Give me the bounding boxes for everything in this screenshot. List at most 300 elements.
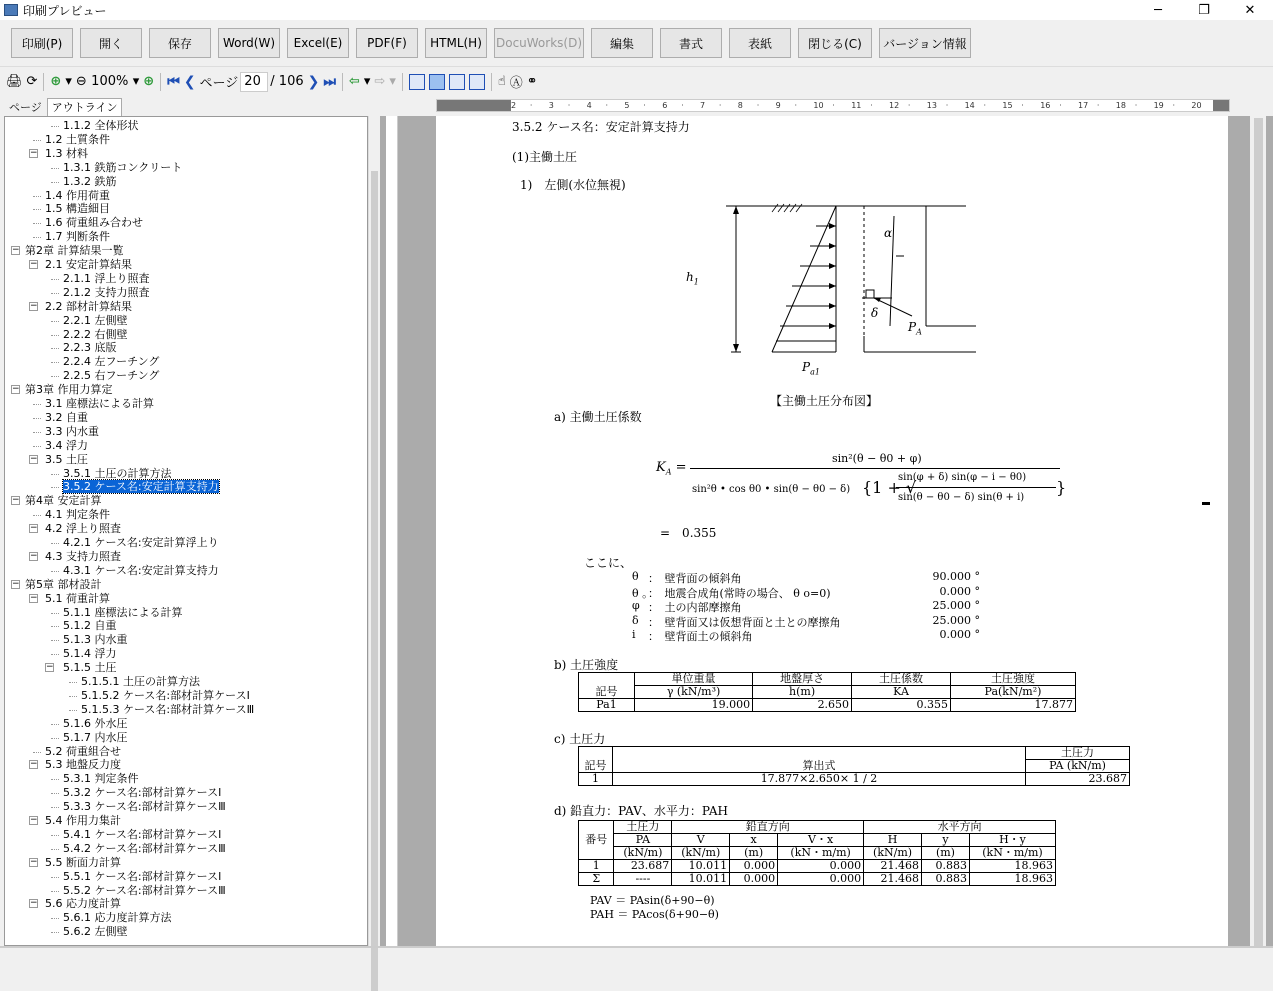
earth-pressure-diagram xyxy=(676,196,976,386)
next-page-icon[interactable]: ❯ xyxy=(307,73,320,90)
collapse-toggle-icon[interactable]: − xyxy=(46,662,54,673)
tree-item[interactable]: 3.1 座標法による計算 xyxy=(45,397,154,410)
definition-val: 0.000 ° xyxy=(939,628,980,641)
ruler-tick: · xyxy=(870,101,873,110)
definition-val: 90.000 ° xyxy=(932,570,980,583)
d-title: d) 鉛直力：PAV、水平力：PAH xyxy=(554,804,728,818)
tree-item[interactable]: 5.1.2 自重 xyxy=(63,619,117,633)
ruler-tick: 8 xyxy=(737,101,743,110)
text-select-icon[interactable]: Ⓐ xyxy=(509,76,523,91)
col-unit: PA (kN/m) xyxy=(1026,760,1130,773)
table-cell: 0.883 xyxy=(921,860,969,873)
pav-formula: PAV ＝ PAsin(δ+90−θ) xyxy=(590,894,715,907)
definition-sym: φ xyxy=(632,599,640,612)
formula-denominator: sin²θ • cos θ0 • sin(θ − θ0 − δ) xyxy=(692,484,851,495)
definition-desc: ： 壁背面土の傾斜角 xyxy=(648,630,753,643)
figure-caption: 【主働土圧分布図】 xyxy=(770,394,879,408)
earth-pressure-force-table xyxy=(578,746,1130,786)
tree-item[interactable]: 5.1.7 内水圧 xyxy=(63,730,128,744)
table-cell: (kN・m/m) xyxy=(969,847,1055,860)
tree-item[interactable]: 5.1.5.2 ケース名:部材計算ケースⅠ xyxy=(81,688,250,702)
col-header-coef: 土圧係数 xyxy=(852,673,951,686)
tree-item[interactable]: 3.2 自重 xyxy=(45,410,88,424)
tree-connector xyxy=(51,348,59,349)
fig-label-alpha: α xyxy=(884,226,893,240)
collapse-toggle-icon[interactable]: − xyxy=(12,384,20,395)
minimize-button[interactable]: ─ xyxy=(1154,2,1162,18)
subsubsection-heading: 1) 左側(水位無視) xyxy=(520,178,626,192)
section-heading: 3.5.2 ケース名：安定計算支持力 xyxy=(512,120,690,134)
table-cell: 21.468 xyxy=(864,860,922,873)
collapse-toggle-icon[interactable]: − xyxy=(30,815,38,825)
collapse-toggle-icon[interactable]: − xyxy=(12,495,20,506)
ruler-tick: 20 xyxy=(1191,101,1202,110)
four-page-view-icon[interactable] xyxy=(469,74,485,90)
ruler-tick: 14 xyxy=(964,101,975,110)
tree-item[interactable]: 2.1.1 浮上り照査 xyxy=(63,271,150,285)
table-cell: 10.011 xyxy=(672,860,730,873)
last-page-icon[interactable]: ⏭ xyxy=(323,73,336,90)
tree-item[interactable]: 1.3 材料 xyxy=(45,146,88,160)
tree-item[interactable]: 5.3 地盤反力度 xyxy=(45,758,121,772)
table-cell: 23.687 xyxy=(1026,773,1130,786)
tree-item[interactable]: 5.6 応力度計算 xyxy=(45,897,121,911)
ruler-tick: 5 xyxy=(624,101,630,110)
tree-connector xyxy=(51,640,59,641)
tree-connector xyxy=(33,752,41,753)
toolbar-button-5[interactable]: PDF(F) xyxy=(356,28,418,58)
table-cell: 0.883 xyxy=(921,873,969,886)
tree-item[interactable]: 5.1.5.3 ケース名:部材計算ケースⅢ xyxy=(81,702,255,716)
table-cell: (kN/m) xyxy=(864,847,922,860)
page-number-input[interactable]: 20 xyxy=(240,72,268,92)
table-cell: Σ xyxy=(579,873,614,886)
tree-item[interactable]: 第2章 計算結果一覧 xyxy=(25,244,124,258)
tree-connector xyxy=(51,279,59,280)
tree-item[interactable]: 5.6.1 応力度計算方法 xyxy=(63,911,172,925)
table-row xyxy=(579,860,1056,873)
sidebar-tabs xyxy=(0,96,380,116)
tree-item[interactable]: 5.5.1 ケース名:部材計算ケースⅠ xyxy=(63,869,222,883)
table-row xyxy=(579,699,1076,712)
col-header-no: 記号 xyxy=(579,673,635,699)
tree-connector xyxy=(51,543,59,544)
root-fraction-bar xyxy=(896,487,1056,488)
fig-label-pa1: $P_{a1}$ xyxy=(802,360,820,377)
tree-item[interactable]: 3.5 土圧 xyxy=(45,452,88,466)
first-page-icon[interactable]: ⏮ xyxy=(167,73,180,90)
ruler-margin xyxy=(437,100,511,112)
zoom-dropdown-icon[interactable]: ▾ xyxy=(65,74,72,89)
scrollbar-thumb[interactable] xyxy=(371,171,378,991)
tree-item[interactable]: 第3章 作用力算定 xyxy=(25,383,113,397)
hand-tool-icon[interactable]: ☝ xyxy=(497,74,506,89)
separator xyxy=(491,73,492,91)
table-row xyxy=(579,773,1130,786)
outline-tree xyxy=(4,116,368,946)
toolbar-button-12[interactable]: バージョン情報 xyxy=(879,28,971,58)
ruler-tick: · xyxy=(1059,101,1062,110)
ruler-tick: 16 xyxy=(1040,101,1051,110)
tree-item[interactable]: 第5章 部材設計 xyxy=(25,577,102,591)
tree-item[interactable]: 5.4.2 ケース名:部材計算ケースⅢ xyxy=(63,841,226,855)
table-cell: 21.468 xyxy=(864,873,922,886)
document-page xyxy=(436,116,1228,948)
tree-item[interactable]: 5.1 荷重計算 xyxy=(45,591,110,605)
fig-label-h1: $h_1$ xyxy=(686,270,699,287)
maximize-button[interactable]: ❐ xyxy=(1198,2,1210,18)
tree-connector xyxy=(51,932,59,933)
collapse-toggle-icon[interactable]: − xyxy=(30,147,38,158)
fig-label-delta: δ xyxy=(871,306,879,320)
single-page-view-icon[interactable] xyxy=(409,74,425,90)
definition-val: 25.000 ° xyxy=(932,599,980,612)
printer-app-icon xyxy=(4,4,18,16)
print-icon[interactable]: 🖨 xyxy=(6,74,23,89)
table-cell: (m) xyxy=(730,847,778,860)
separator xyxy=(160,73,161,91)
collapse-toggle-icon[interactable]: − xyxy=(30,898,38,909)
tree-connector xyxy=(51,849,59,850)
col-header-no: 記号 xyxy=(579,747,613,773)
tree-item[interactable]: 5.1.3 内水重 xyxy=(63,633,128,647)
col-unit: Pa(kN/m²) xyxy=(951,686,1076,699)
toolbar-button-9[interactable]: 書式 xyxy=(660,28,722,58)
tree-item[interactable]: 4.3.1 ケース名:安定計算支持力 xyxy=(63,563,219,577)
tree-connector xyxy=(33,223,41,224)
tree-item[interactable]: 2.2.2 右側壁 xyxy=(63,327,128,341)
ruler-tick: · xyxy=(567,101,571,110)
table-cell: 23.687 xyxy=(614,860,672,873)
col-header-unit-weight: 単位重量 xyxy=(635,673,753,686)
ruler-tick: 15 xyxy=(1002,101,1013,110)
tree-connector xyxy=(51,724,59,725)
command-button-bar xyxy=(0,20,1273,66)
table-cell: 番号 xyxy=(579,821,614,860)
back-dropdown-icon[interactable]: ▾ xyxy=(363,74,371,89)
table-cell: 2.650 xyxy=(753,699,852,712)
ruler-tick: · xyxy=(945,101,949,110)
col-unit: h(m) xyxy=(753,686,852,699)
table-cell: V xyxy=(672,834,730,847)
table-cell: 1 xyxy=(579,773,613,786)
table-cell: 17.877 xyxy=(951,699,1076,712)
table-cell: ---- xyxy=(614,873,672,886)
bracket-open: {1 + √ xyxy=(862,478,917,497)
ruler-tick: · xyxy=(832,101,835,110)
definition-val: 25.000 ° xyxy=(932,613,980,627)
tree-item[interactable]: 5.4 作用力集計 xyxy=(45,814,121,827)
ruler-tick: · xyxy=(643,101,646,110)
forward-arrow-icon[interactable]: ⇨ xyxy=(374,74,386,89)
definition-val: 0.000 ° xyxy=(939,584,980,598)
forward-dropdown-icon[interactable]: ▾ xyxy=(389,74,396,89)
tree-item[interactable]: 1.5 構造細目 xyxy=(45,202,110,216)
collapse-toggle-icon[interactable]: − xyxy=(12,245,20,256)
ruler-tick: · xyxy=(1134,101,1138,110)
tree-item[interactable]: 4.3 支持力照査 xyxy=(45,549,121,563)
ruler-tick: · xyxy=(1021,101,1024,110)
tree-item[interactable]: 2.2.3 底版 xyxy=(63,341,117,355)
tree-item[interactable]: 5.1.4 浮力 xyxy=(63,647,117,661)
collapse-toggle-icon[interactable]: − xyxy=(30,856,38,867)
collapse-toggle-icon[interactable]: − xyxy=(30,259,38,269)
horizontal-ruler xyxy=(436,99,1230,112)
table-cell: Pa1 xyxy=(579,699,635,712)
tree-item[interactable]: 5.4.1 ケース名:部材計算ケースⅠ xyxy=(63,827,222,841)
a-title: a) 主働土圧係数 xyxy=(554,410,642,424)
zoom-value[interactable]: 100% xyxy=(91,74,129,89)
table-row xyxy=(579,873,1056,886)
tree-item[interactable]: 3.5.1 土圧の計算方法 xyxy=(63,466,172,480)
tree-item[interactable]: 5.5.2 ケース名:部材計算ケースⅢ xyxy=(63,883,226,897)
toolbar-button-7[interactable]: DocuWorks(D) xyxy=(494,28,584,58)
table-cell: 19.000 xyxy=(635,699,753,712)
tree-item[interactable]: 2.2 部材計算結果 xyxy=(45,299,132,313)
definition-desc: ： 壁背面の傾斜角 xyxy=(648,572,742,585)
scrollbar-thumb[interactable] xyxy=(1254,118,1263,946)
ruler-tick: · xyxy=(529,101,533,110)
ruler-tick: 11 xyxy=(851,101,862,110)
c-title: c) 土圧力 xyxy=(554,732,606,746)
collapse-toggle-icon[interactable]: − xyxy=(30,453,38,464)
definition-sym: i xyxy=(632,628,636,641)
fraction-bar xyxy=(690,468,1060,469)
back-arrow-icon[interactable]: ⇦ xyxy=(348,74,360,89)
zoom-select-chevron-icon[interactable]: ▾ xyxy=(132,74,140,89)
pah-formula: PAH ＝ PAcos(δ+90−θ) xyxy=(590,908,719,921)
formula-ka: $K_A$ = xyxy=(656,460,687,477)
table-cell: 17.877×2.650× 1 / 2 xyxy=(613,773,1026,786)
two-page-view-icon[interactable] xyxy=(449,74,465,90)
tree-item[interactable]: 5.2 荷重組合せ xyxy=(45,744,121,758)
tree-item[interactable]: 5.1.6 外水圧 xyxy=(63,716,128,730)
tree-connector xyxy=(69,682,77,683)
toolbar-button-0[interactable]: 印刷(P) xyxy=(11,28,73,58)
page-marker xyxy=(1202,502,1210,505)
tree-item[interactable]: 3.4 浮力 xyxy=(45,438,88,452)
tree-connector xyxy=(51,376,59,377)
tree-connector xyxy=(51,293,59,294)
tree-connector xyxy=(51,738,59,739)
zoom-in-icon[interactable]: ⊕ xyxy=(50,74,62,89)
vertical-horizontal-force-table xyxy=(578,820,1056,886)
tree-item[interactable]: 3.3 内水重 xyxy=(45,424,99,438)
refresh-icon[interactable]: ⟳ xyxy=(26,74,38,89)
collapse-toggle-icon[interactable]: − xyxy=(30,523,38,534)
definition-desc: ： 地震合成角(常時の場合、 θ o=0) xyxy=(648,586,831,600)
tree-item[interactable]: 5.5 断面力計算 xyxy=(45,855,121,869)
collapse-toggle-icon[interactable]: − xyxy=(30,550,38,561)
ruler-tick: 18 xyxy=(1115,101,1126,110)
collapse-toggle-icon[interactable]: − xyxy=(30,759,38,770)
tree-connector xyxy=(33,140,41,141)
toolbar-button-8[interactable]: 編集 xyxy=(591,28,653,58)
ruler-tick: 17 xyxy=(1078,101,1089,110)
tree-connector xyxy=(51,126,59,127)
table-cell: (kN/m) xyxy=(672,847,730,860)
zoom-out-icon[interactable]: ⊖ xyxy=(75,74,87,89)
table-cell: PA xyxy=(614,834,672,847)
total-pages: / 106 xyxy=(270,74,304,89)
b-title: b) 土圧強度 xyxy=(554,658,619,672)
col-header-formula: 算出式 xyxy=(613,747,1026,773)
ruler-tick: 3 xyxy=(548,101,554,110)
table-cell: 水平方向 xyxy=(864,821,1056,834)
collapse-toggle-icon[interactable]: − xyxy=(30,592,38,603)
tree-item[interactable]: 5.1.1 座標法による計算 xyxy=(63,605,183,619)
col-header-strength: 土圧強度 xyxy=(951,673,1076,686)
ruler-tick: · xyxy=(983,101,987,110)
tree-connector xyxy=(51,571,59,572)
tree-connector xyxy=(51,335,59,336)
tree-item[interactable]: 5.3.3 ケース名:部材計算ケースⅢ xyxy=(63,800,226,814)
table-cell: (kN・m/m) xyxy=(778,847,864,860)
ruler-tick: 13 xyxy=(926,101,937,110)
bracket-close: } xyxy=(1056,478,1067,497)
toolbar-button-1[interactable]: 開く xyxy=(80,28,142,58)
outline-scrollbar[interactable] xyxy=(368,116,380,946)
continuous-view-icon[interactable] xyxy=(429,74,445,90)
table-cell: 鉛直方向 xyxy=(672,821,864,834)
ruler-tick: 2 xyxy=(511,101,517,110)
table-cell: 1 xyxy=(579,860,614,873)
tree-connector xyxy=(51,877,59,878)
tree-item[interactable]: 2.2.5 右フーチング xyxy=(63,369,160,383)
tree-connector xyxy=(51,168,59,169)
toolbar-button-6[interactable]: HTML(H) xyxy=(425,28,487,58)
tree-connector xyxy=(51,182,59,183)
separator xyxy=(342,73,343,91)
ruler-tick: 6 xyxy=(662,101,668,110)
definition-sym: θ 。 xyxy=(632,586,654,600)
title-bar xyxy=(0,0,1273,20)
tree-item[interactable]: 1.3.2 鉄筋 xyxy=(63,174,117,188)
tree-connector xyxy=(51,918,59,919)
ruler-margin xyxy=(1213,100,1230,112)
tree-connector xyxy=(51,626,59,627)
ruler-tick: · xyxy=(907,101,911,110)
toolbar-button-11[interactable]: 閉じる(C) xyxy=(798,28,872,58)
tree-connector xyxy=(33,418,41,419)
col-header-depth: 地盤厚さ xyxy=(753,673,852,686)
tree-connector xyxy=(33,432,41,433)
tree-item[interactable]: 3.5.2 ケース名:安定計算支持力 xyxy=(63,480,219,494)
window-title: 印刷プレビュー xyxy=(23,3,107,18)
tree-item[interactable]: 5.1.5.1 土圧の計算方法 xyxy=(81,675,200,688)
ruler-tick: · xyxy=(756,101,760,110)
tree-connector xyxy=(51,779,59,780)
formula-result: = 0.355 xyxy=(660,526,717,540)
page-label: ページ xyxy=(199,76,239,91)
tree-connector xyxy=(51,362,59,363)
table-cell: 0.000 xyxy=(778,860,864,873)
tree-item[interactable]: 1.3.1 鉄筋コンクリート xyxy=(63,160,183,174)
ruler-tick: 7 xyxy=(700,101,706,110)
table-cell: 0.000 xyxy=(730,873,778,886)
tree-item[interactable]: 2.1.2 支持力照査 xyxy=(63,285,150,299)
tree-item[interactable]: 5.6.2 左側壁 xyxy=(63,925,128,939)
tab-outline[interactable]: アウトライン xyxy=(47,98,123,116)
preview-viewer xyxy=(380,116,1273,948)
table-cell: 0.000 xyxy=(730,860,778,873)
tab-page[interactable]: ページ xyxy=(9,101,42,114)
toolbar-button-4[interactable]: Excel(E) xyxy=(287,28,349,58)
collapse-toggle-icon[interactable]: − xyxy=(12,578,20,589)
close-window-button[interactable]: ✕ xyxy=(1244,2,1256,18)
tree-item[interactable]: 4.2.1 ケース名:安定計算浮上り xyxy=(63,536,219,549)
tree-item[interactable]: 第4章 安定計算 xyxy=(25,494,102,508)
earth-pressure-strength-table xyxy=(578,672,1076,712)
toolbar-button-3[interactable]: Word(W) xyxy=(218,28,280,58)
subsection-heading: (1)主働土圧 xyxy=(512,150,577,164)
table-cell: V・x xyxy=(778,834,864,847)
toolbar-button-10[interactable]: 表紙 xyxy=(729,28,791,58)
tree-connector xyxy=(33,196,41,197)
definition-desc: ： 土の内部摩擦角 xyxy=(648,601,742,614)
fit-zoom-icon[interactable]: ⊕ xyxy=(143,74,155,89)
tree-item[interactable]: 1.4 作用荷重 xyxy=(45,188,110,202)
tree-connector xyxy=(33,404,41,405)
table-cell: y xyxy=(921,834,969,847)
tree-connector xyxy=(33,209,41,210)
separator xyxy=(402,73,403,91)
ruler-tick: 4 xyxy=(586,101,592,110)
tree-item[interactable]: 2.2.1 左側壁 xyxy=(63,313,128,327)
tree-connector xyxy=(51,613,59,614)
tree-connector xyxy=(51,321,59,322)
table-cell: 10.011 xyxy=(672,873,730,886)
table-cell: 18.963 xyxy=(969,873,1055,886)
tree-item[interactable]: 2.2.4 左フーチング xyxy=(63,355,160,369)
definition-sym: θ xyxy=(632,570,639,583)
tree-connector xyxy=(69,696,77,697)
table-cell: H・y xyxy=(969,834,1055,847)
tree-item[interactable]: 1.2 土質条件 xyxy=(45,132,110,146)
tree-item[interactable]: 5.1.5 土圧 xyxy=(63,661,117,675)
tree-item[interactable]: 4.2 浮上り照査 xyxy=(45,522,121,536)
ruler-tick: 10 xyxy=(813,101,824,110)
separator xyxy=(43,73,44,91)
toolbar-button-2[interactable]: 保存 xyxy=(149,28,211,58)
tree-item[interactable]: 5.3.1 判定条件 xyxy=(63,772,139,786)
table-cell: 0.355 xyxy=(852,699,951,712)
tree-item[interactable]: 1.6 荷重組み合わせ xyxy=(45,216,143,230)
definition-desc: ： 壁背面又は仮想背面と土との摩擦角 xyxy=(648,615,841,629)
table-cell: x xyxy=(730,834,778,847)
ruler-tick: · xyxy=(718,101,722,110)
viewer-scrollbar[interactable] xyxy=(1250,116,1266,948)
tree-item[interactable]: 2.1 安定計算結果 xyxy=(45,258,132,271)
prev-page-icon[interactable]: ❮ xyxy=(183,73,196,90)
table-cell: 18.963 xyxy=(969,860,1055,873)
tree-item[interactable]: 5.3.2 ケース名:部材計算ケースⅠ xyxy=(63,786,222,800)
ruler-tick: 9 xyxy=(775,101,781,110)
col-unit: γ (kN/m³) xyxy=(635,686,753,699)
table-cell: (kN/m) xyxy=(614,847,672,860)
vertical-ruler xyxy=(386,116,398,948)
table-cell: (m) xyxy=(921,847,969,860)
col-unit: KA xyxy=(852,686,951,699)
link-icon[interactable]: ⚭ xyxy=(526,74,538,89)
col-header-force: 土圧力 xyxy=(1026,747,1130,760)
tree-item[interactable]: 4.1 判定条件 xyxy=(45,508,110,522)
collapse-toggle-icon[interactable]: − xyxy=(30,300,38,311)
tree-item[interactable]: 1.1.2 全体形状 xyxy=(63,119,139,132)
tree-connector xyxy=(51,807,59,808)
tree-item[interactable]: 1.7 判断条件 xyxy=(45,230,110,244)
ruler-tick: · xyxy=(681,101,684,110)
